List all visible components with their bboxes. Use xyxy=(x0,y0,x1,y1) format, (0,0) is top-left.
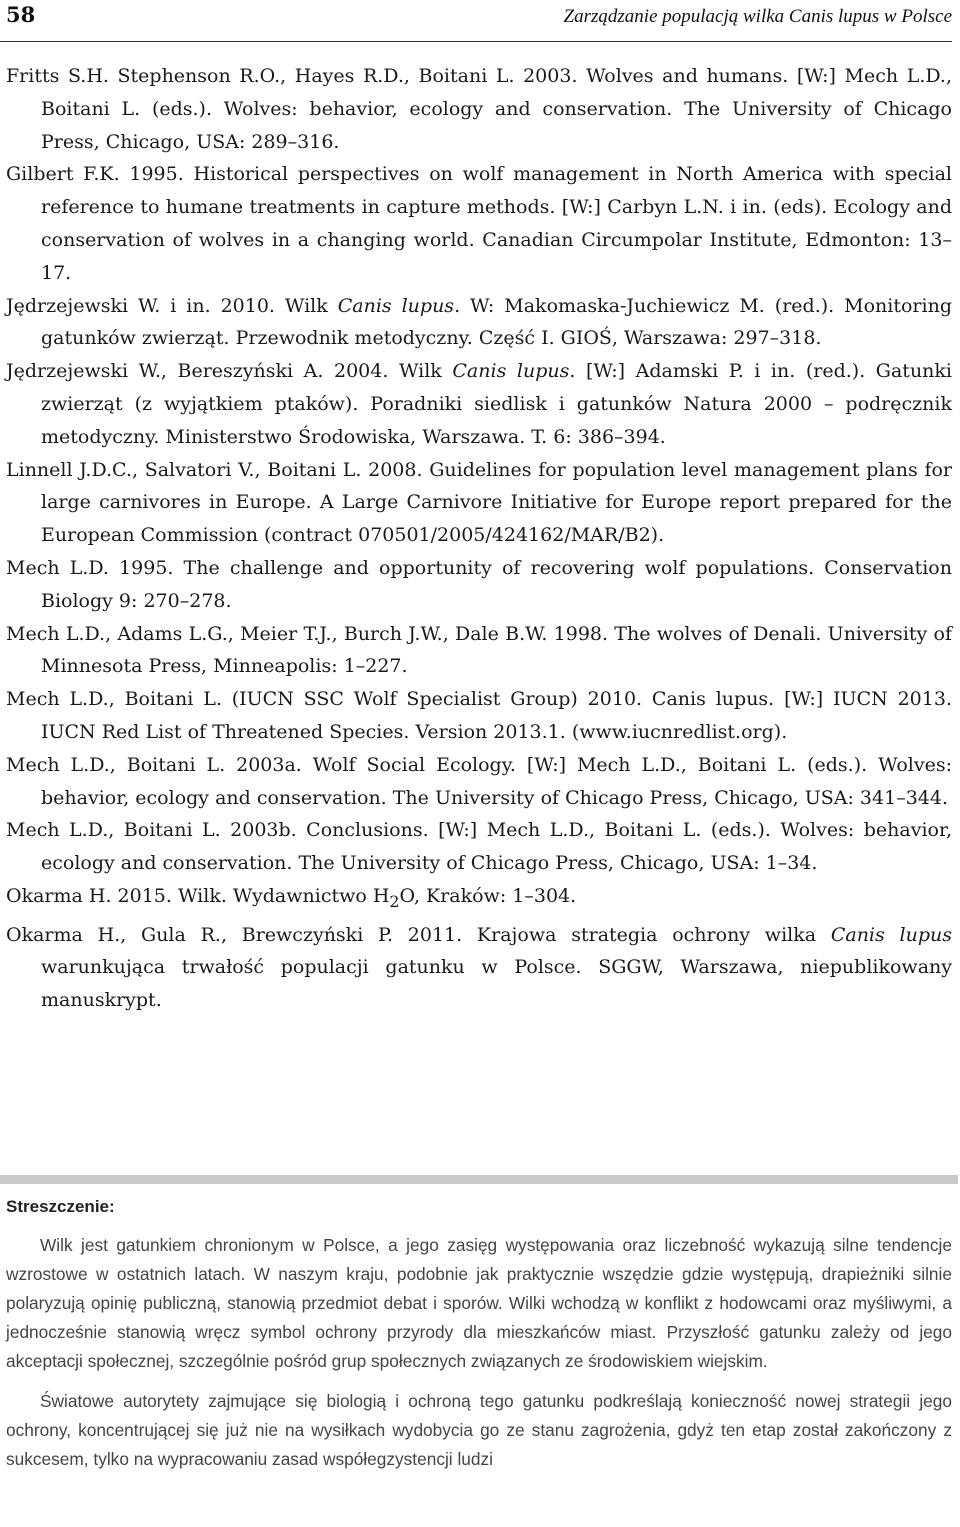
reference-item: Linnell J.D.C., Salvatori V., Boitani L. 2008. Guidelines for population level management plans for large carnivores in Europe. A Large Carnivore Initiative for Europe report prepared for the European Commission (contract 070501/2005/424162/MAR/B2). xyxy=(6,458,952,547)
reference-item: Mech L.D. 1995. The challenge and opportunity of recovering wolf populations. Conservation Biology 9: 270–278. xyxy=(6,556,952,612)
running-title: Zarządzanie populacją wilka Canis lupus w Polsce xyxy=(563,6,952,27)
reference-item: Mech L.D., Boitani L. (IUCN SSC Wolf Specialist Group) 2010. Canis lupus. [W:] IUCN 2013. IUCN Red List of Threatened Species. Version 2013.1. (www.iucnredlist.org). xyxy=(6,688,952,743)
reference-item: Jędrzejewski W. i in. 2010. Wilk Canis lupus. W: Makomaska-Juchiewicz M. (red.). Monitoring gatunków zwierząt. Przewodnik metodyczny. Część I. GIOŚ, Warszawa: 297–318. xyxy=(6,294,952,350)
reference-item: Mech L.D., Boitani L. 2003a. Wolf Social Ecology. [W:] Mech L.D., Boitani L. (eds.). Wolves: behavior, ecology and conservation. The University of Chicago Press, Chicago, USA: 341–344. xyxy=(6,753,952,809)
header-divider xyxy=(0,41,952,42)
reference-item: Mech L.D., Adams L.G., Meier T.J., Burch J.W., Dale B.W. 1998. The wolves of Denali. University of Minnesota Press, Minneapolis: 1–227. xyxy=(6,622,952,678)
abstract-heading: Streszczenie: xyxy=(6,1197,115,1216)
reference-item: Mech L.D., Boitani L. 2003b. Conclusions. [W:] Mech L.D., Boitani L. (eds.). Wolves: behavior, ecology and conservation. The University of Chicago Press, Chicago, USA: 1–34. xyxy=(6,819,952,875)
page-number: 58 xyxy=(6,2,36,27)
reference-item: Fritts S.H. Stephenson R.O., Hayes R.D., Boitani L. 2003. Wolves and humans. [W:] Mech L.D., Boitani L. (eds.). Wolves: behavior, ecology and conservation. The University of Chicago Press, Chicago, USA: 289–316. xyxy=(6,65,952,153)
abstract-divider xyxy=(0,1175,958,1184)
abstract-section xyxy=(6,1197,952,1474)
reference-item: Okarma H. 2015. Wilk. Wydawnictwo $H_2O$, Kraków: 1–304. xyxy=(6,884,577,911)
abstract-paragraph: Wilk jest gatunkiem chronionym w Polsce, a jego zasięg występowania oraz liczebność wykazują silne tendencje wzrostowe w ostatnich latach. W naszym kraju, podobnie jak praktycznie wszędzie gdzie występują, drapieżniki silnie polaryzują opinię publiczną, stanowią przedmiot debat i sporów. Wilki wchodzą w konflikt z hodowcami oraz myśliwymi, a jednocześnie stanowią wręcz symbol ochrony przyrody dla mieszkańców miast. Przyszłość gatunku zależy od jego akceptacji społecznej, szczególnie pośród grup społecznych związanych ze środowiskiem wiejskim. xyxy=(6,1235,952,1371)
reference-list xyxy=(6,60,952,1017)
reference-item: Okarma H., Gula R., Brewczyński P. 2011. Krajowa strategia ochrony wilka Canis lupus warunkująca trwałość populacji gatunku w Polsce. SGGW, Warszawa, niepublikowany manuskrypt. xyxy=(6,923,952,1012)
reference-item: Jędrzejewski W., Bereszyński A. 2004. Wilk Canis lupus. [W:] Adamski P. i in. (red.). Gatunki zwierząt (z wyjątkiem ptaków). Poradniki siedlisk i gatunków Natura 2000 – podręcznik metodyczny. Ministerstwo Środowiska, Warszawa. T. 6: 386–394. xyxy=(6,360,953,448)
abstract-paragraph: Światowe autorytety zajmujące się biologią i ochroną tego gatunku podkreślają konieczność nowej strategii jego ochrony, koncentrującej się już nie na wysiłkach wydobycia go ze stanu zagrożenia, gdyż ten etap został zakończony z sukcesem, tylko na wypracowaniu zasad współegzystencji ludzi xyxy=(6,1391,952,1469)
reference-item: Gilbert F.K. 1995. Historical perspectives on wolf management in North America with special reference to humane treatments in capture methods. [W:] Carbyn L.N. i in. (eds). Ecology and conservation of wolves in a changing world. Canadian Circumpolar Institute, Edmonton: 13–17. xyxy=(6,163,952,284)
page-header xyxy=(6,2,952,34)
